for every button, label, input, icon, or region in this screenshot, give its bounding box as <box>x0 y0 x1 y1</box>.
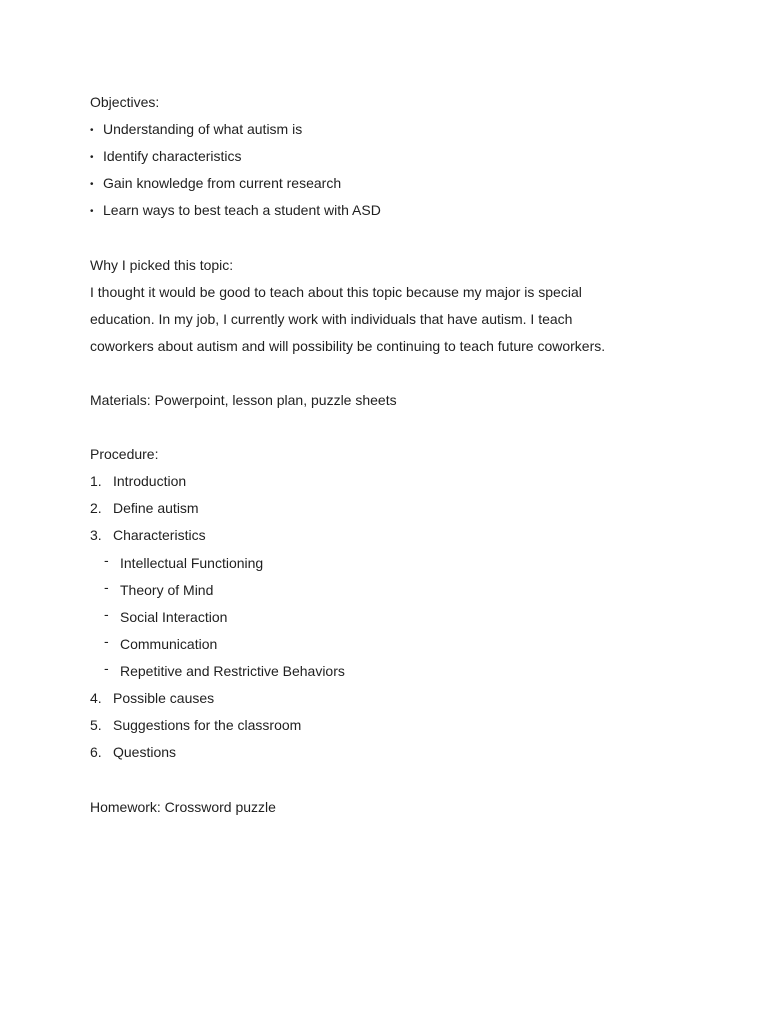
characteristic-text: Social Interaction <box>120 609 228 625</box>
why-paragraph-line: I thought it would be good to teach about this topic because my major is special <box>90 284 582 300</box>
bullet-icon: • <box>90 152 94 163</box>
procedure-step <box>90 472 186 490</box>
step-label: Questions <box>113 744 177 760</box>
characteristic-text: Communication <box>120 636 218 652</box>
dash-icon: - <box>104 633 109 649</box>
procedure-step <box>90 689 214 707</box>
objective-item <box>90 120 302 140</box>
objective-item <box>90 174 341 194</box>
bullet-icon: • <box>90 125 94 136</box>
step-label: Suggestions for the classroom <box>113 717 302 733</box>
characteristic-text: Theory of Mind <box>120 582 214 598</box>
step-number: 1. <box>90 473 102 489</box>
characteristic-text: Intellectual Functioning <box>120 555 264 571</box>
characteristic-item <box>104 581 213 599</box>
objective-text: Gain knowledge from current research <box>103 175 342 191</box>
materials-line: Materials: Powerpoint, lesson plan, puzzle sheets <box>90 392 397 408</box>
objective-text: Learn ways to best teach a student with ASD <box>103 202 381 218</box>
characteristic-item <box>104 662 345 680</box>
objective-item <box>90 147 242 167</box>
step-number: 2. <box>90 500 102 516</box>
dash-icon: - <box>104 606 109 622</box>
dash-icon: - <box>104 579 109 595</box>
homework-line: Homework: Crossword puzzle <box>90 799 276 815</box>
characteristic-text: Repetitive and Restrictive Behaviors <box>120 663 345 679</box>
procedure-step <box>90 743 176 761</box>
why-paragraph-line: education. In my job, I currently work with individuals that have autism. I teach <box>90 311 573 327</box>
objectives-heading: Objectives: <box>90 94 160 110</box>
characteristic-item <box>104 554 263 572</box>
objective-text: Understanding of what autism is <box>103 121 303 137</box>
objective-text: Identify characteristics <box>103 148 242 164</box>
procedure-heading: Procedure: <box>90 446 159 462</box>
step-number: 4. <box>90 690 102 706</box>
dash-icon: - <box>104 660 109 676</box>
objective-item <box>90 201 381 221</box>
characteristic-item <box>104 608 227 626</box>
procedure-step <box>90 499 199 517</box>
step-number: 3. <box>90 527 102 543</box>
step-label: Introduction <box>113 473 187 489</box>
bullet-icon: • <box>90 206 94 217</box>
step-label: Possible causes <box>113 690 215 706</box>
step-label: Characteristics <box>113 527 206 543</box>
step-number: 6. <box>90 744 102 760</box>
dash-icon: - <box>104 552 109 568</box>
why-heading: Why I picked this topic: <box>90 257 234 273</box>
why-paragraph-line: coworkers about autism and will possibility be continuing to teach future coworkers. <box>90 338 606 354</box>
procedure-step <box>90 526 206 544</box>
procedure-step <box>90 716 301 734</box>
step-label: Define autism <box>113 500 199 516</box>
bullet-icon: • <box>90 179 94 190</box>
characteristic-item <box>104 635 217 653</box>
step-number: 5. <box>90 717 102 733</box>
